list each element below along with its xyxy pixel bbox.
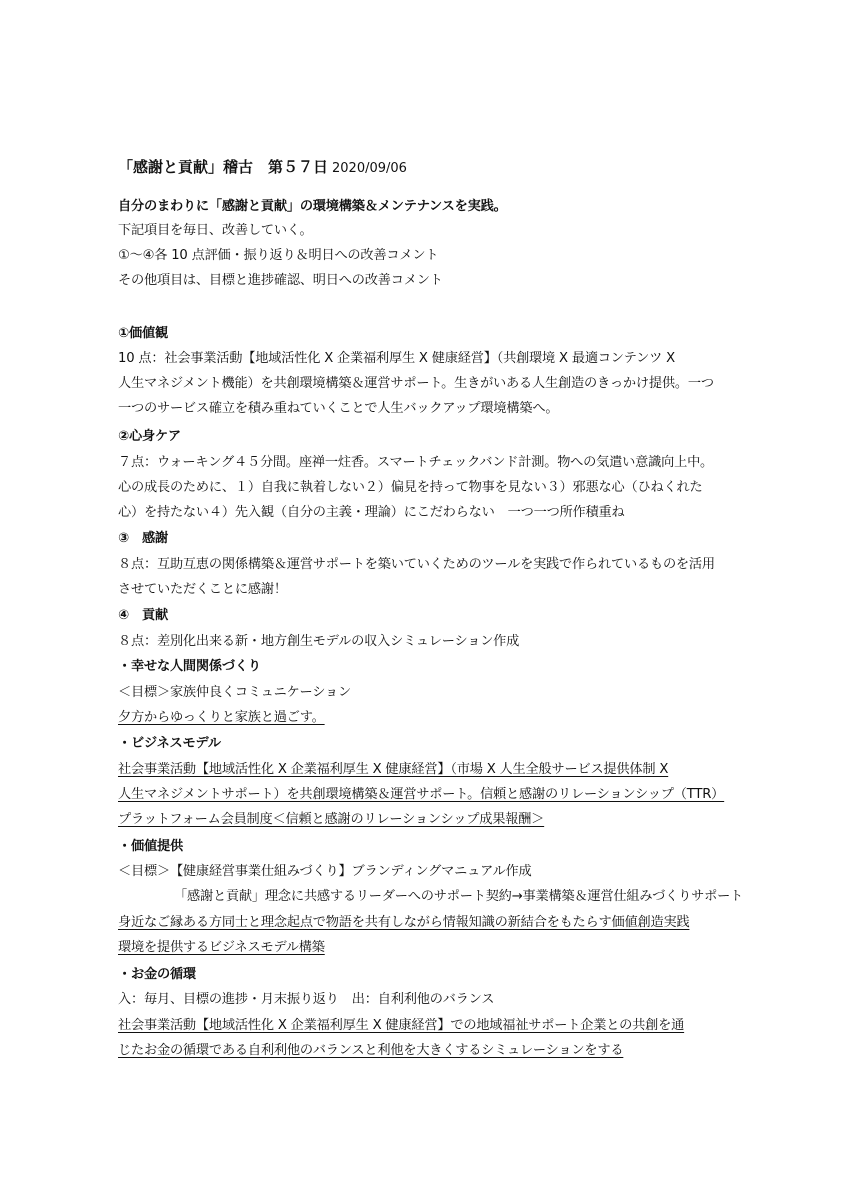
section-heading-relationships: ・幸せな人間関係づくり <box>118 659 261 674</box>
mind-body-line: 心の成長のために、１）自我に執着しない２）偏見を持って物事を見ない３）邪悪な心（ひねくれた <box>118 480 703 495</box>
section-heading-money-cycle: ・お金の循環 <box>118 967 196 982</box>
value-provision-line: 身近なご縁ある方同士と理念起点で物語を共有しながら情報知識の新結合をもたらす価値創造実践 <box>118 915 690 930</box>
intro-line: ①～④各 10 点評価・振り返り＆明日への改善コメント <box>118 248 439 263</box>
relationships-goal: ＜目標＞家族仲良くコミュニケーション <box>118 685 351 700</box>
intro-line: 下記項目を毎日、改善していく。 <box>118 223 313 238</box>
values-line: 一つのサービス確立を積み重ねていくことで人生バックアップ環境構築へ。 <box>118 401 559 416</box>
title-date: 2020/09/06 <box>332 161 407 176</box>
mind-body-line: 心）を持たない４）先入観（自分の主義・理論）にこだわらない 一つ一つ所作積重ね <box>118 505 625 520</box>
business-model-line: 人生マネジメントサポート）を共創環境構築＆運営サポート。信頼と感謝のリレーションシップ（TTR） <box>118 787 725 802</box>
section-heading-mind-body: ②心身ケア <box>118 429 181 444</box>
page-title <box>118 158 407 178</box>
values-line: 人生マネジメント機能）を共創環境構築＆運営サポート。生きがいある人生創造のきっかけ提供。一つ <box>118 376 714 391</box>
section-heading-contribution: ④ 貢献 <box>118 608 168 623</box>
intro-line: その他項目は、目標と進捗確認、明日への改善コメント <box>118 273 443 288</box>
section-heading-values: ①価値観 <box>118 326 168 341</box>
gratitude-line: ８点：互助互恵の関係構築＆運営サポートを築いていくためのツールを実践で作られているものを活用 <box>118 557 715 572</box>
business-model-line: 社会事業活動【地域活性化 X 企業福利厚生 X 健康経営】（市場 X 人生全般サービス提供体制 X <box>118 762 669 777</box>
money-cycle-underlined: 社会事業活動【地域活性化 X 企業福利厚生 X 健康経営】での地域福祉サポート企業との共創を通 <box>118 1018 685 1033</box>
title-text: 「感謝と貢献」稽古 第５７日 <box>118 158 329 176</box>
value-provision-line: 環境を提供するビジネスモデル構築 <box>118 940 325 955</box>
intro-lead: 自分のまわりに「感謝と貢献」の環境構築＆メンテナンスを実践。 <box>118 199 507 214</box>
values-line: 10 点：社会事業活動【地域活性化 X 企業福利厚生 X 健康経営】（共創環境 X 最適コンテンツ X <box>118 351 675 366</box>
mind-body-line: ７点：ウォーキング４５分間。座禅一炷香。スマートチェックバンド計測。物への気遣い意識向上中。 <box>118 455 714 470</box>
section-heading-business-model: ・ビジネスモデル <box>118 736 221 751</box>
money-cycle-underlined: じたお金の循環である自利利他のバランスと利他を大きくするシミュレーションをする <box>118 1043 624 1058</box>
section-heading-value-provision: ・価値提供 <box>118 839 183 854</box>
value-provision-goal: ＜目標＞【健康経営事業仕組みづくり】ブランディングマニュアル作成 <box>118 864 532 879</box>
money-cycle-line: 入：毎月、目標の進捗・月末振り返り 出：自利利他のバランス <box>118 992 495 1007</box>
gratitude-line: させていただくことに感謝！ <box>118 582 287 597</box>
contribution-line: ８点：差別化出来る新・地方創生モデルの収入シミュレーション作成 <box>118 634 520 649</box>
value-provision-indented: 「感謝と貢献」理念に共感するリーダーへのサポート契約→事業構築＆運営仕組みづくりサポート <box>174 889 744 904</box>
business-model-line: プラットフォーム会員制度＜信頼と感謝のリレーションシップ成果報酬＞ <box>118 812 545 827</box>
section-heading-gratitude: ③ 感謝 <box>118 531 168 546</box>
relationships-underlined: 夕方からゆっくりと家族と過ごす。 <box>118 710 325 725</box>
